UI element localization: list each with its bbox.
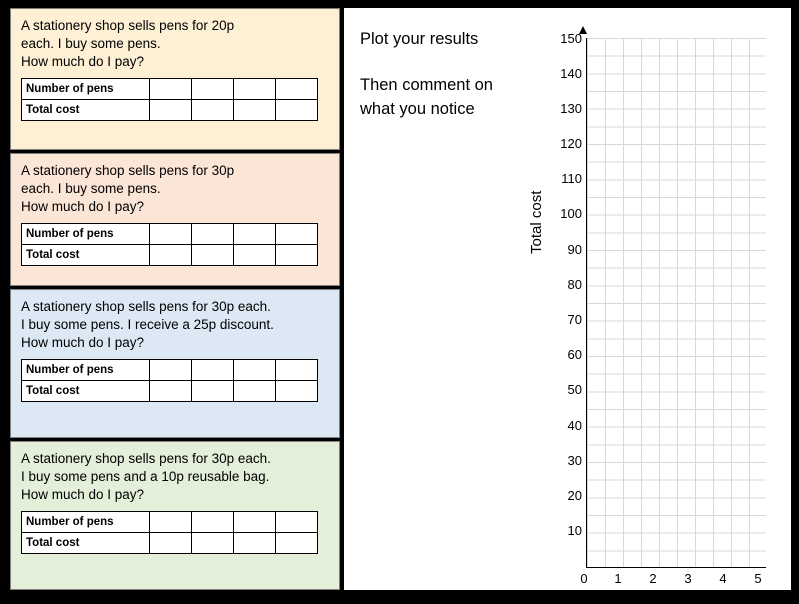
row-label: Number of pens — [22, 223, 150, 244]
question-text — [21, 162, 331, 216]
table-cell[interactable] — [276, 244, 318, 265]
x-tick: 5 — [754, 571, 762, 586]
results-table — [21, 359, 318, 402]
x-axis-ticks — [580, 571, 776, 589]
table-cell[interactable] — [276, 511, 318, 532]
question-text — [21, 17, 331, 71]
y-tick: 130 — [560, 101, 582, 116]
question-card-30p-discount — [10, 289, 340, 438]
y-tick: 100 — [560, 206, 582, 221]
row-label: Number of pens — [22, 359, 150, 380]
y-tick: 80 — [567, 277, 582, 292]
question-card-30p-bag — [10, 441, 340, 590]
row-label: Total cost — [22, 532, 150, 553]
table-cell[interactable] — [192, 78, 234, 99]
table-row — [22, 359, 318, 380]
y-tick: 120 — [560, 136, 582, 151]
table-cell[interactable] — [192, 532, 234, 553]
question-line: each. I buy some pens. — [21, 180, 161, 196]
y-tick: 110 — [561, 171, 582, 186]
table-cell[interactable] — [276, 532, 318, 553]
x-tick: 0 — [580, 571, 588, 586]
table-cell[interactable] — [234, 532, 276, 553]
question-text — [21, 450, 331, 504]
results-table — [21, 78, 318, 121]
x-tick: 3 — [684, 571, 692, 586]
table-row — [22, 532, 318, 553]
question-card-20p — [10, 8, 340, 150]
instructions — [360, 28, 493, 122]
row-label: Total cost — [22, 99, 150, 120]
table-cell[interactable] — [276, 380, 318, 401]
y-tick: 60 — [567, 347, 582, 362]
table-cell[interactable] — [150, 223, 192, 244]
table-cell[interactable] — [234, 99, 276, 120]
question-line: A stationery shop sells pens for 30p each. — [21, 451, 271, 466]
plot-area-panel — [344, 8, 791, 604]
table-cell[interactable] — [192, 244, 234, 265]
y-tick: 40 — [567, 418, 582, 433]
x-tick: 4 — [719, 571, 727, 586]
y-axis-label: Total cost — [528, 190, 545, 254]
table-cell[interactable] — [150, 511, 192, 532]
instruction-line-2a: Then comment on — [360, 75, 493, 94]
table-cell[interactable] — [192, 223, 234, 244]
question-line: each. I buy some pens. — [21, 35, 161, 51]
row-label: Total cost — [22, 244, 150, 265]
question-text — [21, 298, 331, 352]
table-cell[interactable] — [192, 380, 234, 401]
question-card-30p — [10, 153, 340, 286]
table-cell[interactable] — [234, 380, 276, 401]
table-cell[interactable] — [276, 359, 318, 380]
table-cell[interactable] — [192, 511, 234, 532]
y-tick: 150 — [560, 31, 582, 46]
y-axis-ticks — [534, 16, 582, 576]
table-cell[interactable] — [234, 244, 276, 265]
y-tick: 90 — [567, 242, 582, 257]
table-cell[interactable] — [150, 532, 192, 553]
table-cell[interactable] — [234, 359, 276, 380]
table-row — [22, 223, 318, 244]
table-cell[interactable] — [234, 511, 276, 532]
table-cell[interactable] — [150, 99, 192, 120]
results-table — [21, 511, 318, 554]
x-axis-label: pens — [662, 588, 693, 604]
y-tick: 50 — [567, 382, 582, 397]
table-row — [22, 99, 318, 120]
question-line: How much do I pay? — [21, 334, 145, 350]
question-cards-column — [10, 8, 340, 590]
table-cell[interactable] — [192, 99, 234, 120]
y-tick: 30 — [567, 453, 582, 468]
table-row — [22, 78, 318, 99]
question-line: How much do I pay? — [21, 53, 145, 69]
table-cell[interactable] — [192, 359, 234, 380]
row-label: Total cost — [22, 380, 150, 401]
results-table — [21, 223, 318, 266]
table-cell[interactable] — [150, 359, 192, 380]
x-tick: 1 — [614, 571, 622, 586]
y-tick: 10 — [567, 523, 582, 538]
question-line: How much do I pay? — [21, 198, 145, 214]
table-cell[interactable] — [234, 223, 276, 244]
instruction-line-2b: what you notice — [360, 99, 475, 118]
question-line: A stationery shop sells pens for 30p — [21, 163, 235, 178]
table-cell[interactable] — [276, 78, 318, 99]
row-label: Number of pens — [22, 511, 150, 532]
question-line: A stationery shop sells pens for 30p each. — [21, 299, 271, 314]
question-line: I buy some pens and a 10p reusable bag. — [21, 468, 270, 484]
x-tick: 2 — [649, 571, 657, 586]
plot-grid[interactable] — [586, 38, 766, 568]
y-tick: 70 — [567, 312, 582, 327]
question-line: I buy some pens. I receive a 25p discount. — [21, 316, 274, 332]
table-cell[interactable] — [150, 380, 192, 401]
table-row — [22, 380, 318, 401]
table-cell[interactable] — [150, 244, 192, 265]
graph — [528, 16, 784, 604]
y-tick: 140 — [560, 66, 582, 81]
question-line: How much do I pay? — [21, 486, 145, 502]
y-tick: 20 — [567, 488, 582, 503]
table-cell[interactable] — [276, 99, 318, 120]
question-line: A stationery shop sells pens for 20p — [21, 18, 235, 33]
table-row — [22, 511, 318, 532]
instruction-line-1: Plot your results — [360, 30, 479, 48]
table-cell[interactable] — [276, 223, 318, 244]
row-label: Number of pens — [22, 78, 150, 99]
table-cell[interactable] — [234, 78, 276, 99]
table-row — [22, 244, 318, 265]
table-cell[interactable] — [150, 78, 192, 99]
